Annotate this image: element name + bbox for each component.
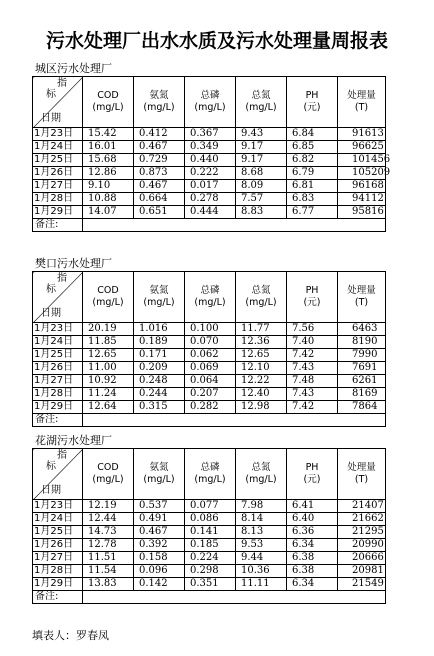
plant-name: 城区污水处理厂 — [35, 62, 112, 75]
water-quality-table — [32, 448, 386, 604]
cell-date: 1月26日 — [33, 362, 83, 375]
cell-ph: 7.56 — [287, 323, 338, 336]
table-row — [33, 539, 386, 552]
cell-volume: 21407 — [338, 500, 386, 513]
header-total-nitrogen — [236, 272, 287, 323]
cell-total-phosphorus: 0.207 — [185, 388, 236, 401]
cell-total-nitrogen: 12.36 — [236, 336, 287, 349]
cell-ammonia: 0.248 — [134, 375, 185, 388]
table-row — [33, 565, 386, 578]
cell-date: 1月29日 — [33, 206, 83, 219]
cell-ph: 6.38 — [287, 565, 338, 578]
header-total-phosphorus — [185, 77, 236, 128]
header-total-nitrogen-unit: (mg/L) — [245, 474, 277, 485]
note-label: 备注: — [33, 414, 83, 427]
cell-ammonia: 0.491 — [134, 513, 185, 526]
cell-ph: 6.84 — [287, 128, 338, 141]
cell-volume: 6261 — [338, 375, 386, 388]
cell-date: 1月23日 — [33, 323, 83, 336]
cell-total-nitrogen: 8.13 — [236, 526, 287, 539]
cell-cod: 14.73 — [83, 526, 134, 539]
table-row — [33, 349, 386, 362]
header-ph — [287, 449, 338, 500]
table-header-row — [33, 449, 386, 500]
cell-volume: 21549 — [338, 578, 386, 591]
header-cod-name: COD — [97, 462, 119, 473]
cell-ammonia: 0.244 — [134, 388, 185, 401]
header-total-phosphorus-unit: (mg/L) — [194, 102, 226, 113]
cell-ph: 6.82 — [287, 154, 338, 167]
cell-ammonia: 0.537 — [134, 500, 185, 513]
cell-ammonia: 0.096 — [134, 565, 185, 578]
cell-total-phosphorus: 0.222 — [185, 167, 236, 180]
header-ammonia — [134, 272, 185, 323]
note-label: 备注: — [33, 219, 83, 232]
header-ammonia — [134, 77, 185, 128]
header-ammonia-name: 氨氮 — [149, 90, 169, 101]
cell-ph: 6.85 — [287, 141, 338, 154]
cell-date: 1月24日 — [33, 513, 83, 526]
cell-cod: 14.07 — [83, 206, 134, 219]
header-ammonia-unit: (mg/L) — [143, 297, 175, 308]
diagonal-header-cell — [33, 272, 83, 323]
header-cod-unit: (mg/L) — [92, 474, 124, 485]
cell-cod: 11.51 — [83, 552, 134, 565]
header-volume-unit: (T) — [354, 297, 369, 308]
note-value — [83, 219, 386, 232]
cell-date: 1月27日 — [33, 180, 83, 193]
cell-total-nitrogen: 8.09 — [236, 180, 287, 193]
cell-cod: 9.10 — [83, 180, 134, 193]
note-value — [83, 414, 386, 427]
diag-label-indicator: 指 — [57, 273, 67, 284]
filler-signature: 填表人：罗春凤 — [32, 629, 109, 642]
header-volume-name: 处理量 — [347, 285, 376, 296]
report-title: 污水处理厂出水水质及污水处理量周报表 — [45, 30, 388, 52]
water-quality-table — [32, 76, 391, 232]
cell-ph: 6.40 — [287, 513, 338, 526]
header-ammonia — [134, 449, 185, 500]
cell-ammonia: 0.392 — [134, 539, 185, 552]
header-ph — [287, 272, 338, 323]
cell-cod: 11.24 — [83, 388, 134, 401]
header-total-nitrogen — [236, 449, 287, 500]
cell-ph: 6.41 — [287, 500, 338, 513]
diag-label-mark: 标 — [46, 284, 56, 295]
cell-total-phosphorus: 0.185 — [185, 539, 236, 552]
cell-total-nitrogen: 11.77 — [236, 323, 287, 336]
header-total-phosphorus-name: 总磷 — [200, 462, 220, 473]
header-volume — [338, 449, 386, 500]
table-header-row — [33, 272, 386, 323]
cell-cod: 12.78 — [83, 539, 134, 552]
cell-total-nitrogen: 7.98 — [236, 500, 287, 513]
cell-ph: 6.81 — [287, 180, 338, 193]
cell-total-nitrogen: 9.17 — [236, 141, 287, 154]
header-total-nitrogen-name: 总氮 — [251, 285, 271, 296]
cell-cod: 12.44 — [83, 513, 134, 526]
table-row — [33, 154, 386, 167]
table-row — [33, 180, 386, 193]
header-total-nitrogen-name: 总氮 — [251, 90, 271, 101]
cell-cod: 11.85 — [83, 336, 134, 349]
cell-ph: 7.42 — [287, 401, 338, 414]
table-row — [33, 500, 386, 513]
header-volume-unit: (T) — [354, 474, 369, 485]
header-total-nitrogen-name: 总氮 — [251, 462, 271, 473]
header-ammonia-unit: (mg/L) — [143, 474, 175, 485]
table-row — [33, 401, 386, 414]
cell-date: 1月26日 — [33, 539, 83, 552]
header-cod-name: COD — [97, 90, 119, 101]
header-ammonia-unit: (mg/L) — [143, 102, 175, 113]
cell-ph: 6.77 — [287, 206, 338, 219]
table-row — [33, 141, 386, 154]
cell-ph: 6.34 — [287, 539, 338, 552]
cell-ph: 7.42 — [287, 349, 338, 362]
cell-volume: 8190 — [338, 336, 386, 349]
cell-date: 1月25日 — [33, 154, 83, 167]
cell-date: 1月24日 — [33, 141, 83, 154]
cell-ammonia: 0.142 — [134, 578, 185, 591]
cell-total-nitrogen: 12.98 — [236, 401, 287, 414]
cell-total-nitrogen: 9.44 — [236, 552, 287, 565]
cell-cod: 10.92 — [83, 375, 134, 388]
cell-total-nitrogen: 12.65 — [236, 349, 287, 362]
cell-total-phosphorus: 0.440 — [185, 154, 236, 167]
cell-ammonia: 0.651 — [134, 206, 185, 219]
note-value — [83, 591, 386, 604]
cell-cod: 16.01 — [83, 141, 134, 154]
cell-date: 1月29日 — [33, 578, 83, 591]
cell-volume: 101456 — [338, 154, 386, 167]
header-cod — [83, 449, 134, 500]
header-volume — [338, 272, 386, 323]
cell-volume: 21662 — [338, 513, 386, 526]
header-total-phosphorus-unit: (mg/L) — [194, 297, 226, 308]
cell-total-nitrogen: 12.10 — [236, 362, 287, 375]
table-row — [33, 375, 386, 388]
cell-total-nitrogen: 12.22 — [236, 375, 287, 388]
header-volume-unit: (T) — [354, 102, 369, 113]
water-quality-table — [32, 271, 386, 427]
cell-total-phosphorus: 0.017 — [185, 180, 236, 193]
header-volume-name: 处理量 — [347, 462, 376, 473]
cell-ammonia: 0.467 — [134, 141, 185, 154]
diagonal-header-cell — [33, 77, 83, 128]
cell-total-nitrogen: 12.40 — [236, 388, 287, 401]
header-total-phosphorus — [185, 449, 236, 500]
diag-label-indicator: 指 — [57, 450, 67, 461]
cell-ammonia: 0.412 — [134, 128, 185, 141]
diag-label-mark: 标 — [46, 461, 56, 472]
cell-total-phosphorus: 0.349 — [185, 141, 236, 154]
cell-total-phosphorus: 0.064 — [185, 375, 236, 388]
cell-ph: 6.38 — [287, 552, 338, 565]
cell-ph: 7.48 — [287, 375, 338, 388]
cell-ph: 7.40 — [287, 336, 338, 349]
table-row — [33, 513, 386, 526]
cell-date: 1月26日 — [33, 167, 83, 180]
cell-cod: 12.86 — [83, 167, 134, 180]
cell-ammonia: 0.209 — [134, 362, 185, 375]
cell-volume: 20990 — [338, 539, 386, 552]
note-row — [33, 219, 386, 232]
header-ammonia-name: 氨氮 — [149, 462, 169, 473]
header-cod — [83, 272, 134, 323]
cell-ammonia: 0.315 — [134, 401, 185, 414]
cell-volume: 8169 — [338, 388, 386, 401]
cell-total-phosphorus: 0.224 — [185, 552, 236, 565]
cell-total-nitrogen: 9.17 — [236, 154, 287, 167]
header-total-nitrogen-unit: (mg/L) — [245, 102, 277, 113]
cell-cod: 12.64 — [83, 401, 134, 414]
header-volume-name: 处理量 — [347, 90, 376, 101]
cell-ammonia: 0.729 — [134, 154, 185, 167]
header-ph-name: PH — [305, 90, 319, 101]
cell-ph: 6.34 — [287, 578, 338, 591]
cell-cod: 11.54 — [83, 565, 134, 578]
header-ph — [287, 77, 338, 128]
header-total-nitrogen-unit: (mg/L) — [245, 297, 277, 308]
cell-date: 1月27日 — [33, 375, 83, 388]
plant-name: 花湖污水处理厂 — [35, 434, 112, 447]
header-ph-unit: (元) — [303, 474, 321, 485]
cell-total-phosphorus: 0.062 — [185, 349, 236, 362]
cell-date: 1月27日 — [33, 552, 83, 565]
header-ph-name: PH — [305, 462, 319, 473]
note-label: 备注: — [33, 591, 83, 604]
cell-cod: 20.19 — [83, 323, 134, 336]
cell-cod: 12.65 — [83, 349, 134, 362]
cell-volume: 7691 — [338, 362, 386, 375]
cell-date: 1月23日 — [33, 128, 83, 141]
plant-name: 樊口污水处理厂 — [35, 257, 112, 270]
cell-cod: 12.19 — [83, 500, 134, 513]
table-row — [33, 388, 386, 401]
cell-volume: 91613 — [338, 128, 386, 141]
cell-ph: 6.36 — [287, 526, 338, 539]
table-row — [33, 128, 386, 141]
diag-label-date: 日期 — [41, 308, 61, 319]
cell-total-phosphorus: 0.086 — [185, 513, 236, 526]
note-row — [33, 414, 386, 427]
header-total-phosphorus-name: 总磷 — [200, 90, 220, 101]
cell-volume: 7990 — [338, 349, 386, 362]
header-total-phosphorus — [185, 272, 236, 323]
cell-total-phosphorus: 0.141 — [185, 526, 236, 539]
cell-ammonia: 0.158 — [134, 552, 185, 565]
cell-ammonia: 1.016 — [134, 323, 185, 336]
note-row — [33, 591, 386, 604]
cell-ammonia: 0.189 — [134, 336, 185, 349]
cell-total-nitrogen: 11.11 — [236, 578, 287, 591]
cell-ph: 7.43 — [287, 362, 338, 375]
cell-total-nitrogen: 7.57 — [236, 193, 287, 206]
cell-volume: 94112 — [338, 193, 386, 206]
cell-total-phosphorus: 0.077 — [185, 500, 236, 513]
header-ph-name: PH — [305, 285, 319, 296]
cell-total-phosphorus: 0.100 — [185, 323, 236, 336]
cell-total-nitrogen: 9.53 — [236, 539, 287, 552]
cell-total-nitrogen: 10.36 — [236, 565, 287, 578]
cell-date: 1月24日 — [33, 336, 83, 349]
cell-date: 1月28日 — [33, 565, 83, 578]
cell-date: 1月28日 — [33, 193, 83, 206]
table-row — [33, 578, 386, 591]
diag-label-mark: 标 — [46, 89, 56, 100]
cell-total-phosphorus: 0.282 — [185, 401, 236, 414]
table-row — [33, 526, 386, 539]
cell-volume: 20981 — [338, 565, 386, 578]
cell-date: 1月25日 — [33, 526, 83, 539]
cell-cod: 15.68 — [83, 154, 134, 167]
cell-cod: 11.00 — [83, 362, 134, 375]
cell-total-phosphorus: 0.351 — [185, 578, 236, 591]
diag-label-indicator: 指 — [57, 78, 67, 89]
header-cod-unit: (mg/L) — [92, 102, 124, 113]
diag-label-date: 日期 — [41, 113, 61, 124]
cell-ammonia: 0.171 — [134, 349, 185, 362]
cell-volume: 95816 — [338, 206, 386, 219]
cell-ammonia: 0.873 — [134, 167, 185, 180]
diag-label-date: 日期 — [41, 485, 61, 496]
header-volume — [338, 77, 386, 128]
cell-ammonia: 0.467 — [134, 180, 185, 193]
cell-ph: 6.83 — [287, 193, 338, 206]
table-row — [33, 323, 386, 336]
table-row — [33, 193, 386, 206]
table-header-row — [33, 77, 386, 128]
table-row — [33, 552, 386, 565]
header-ph-unit: (元) — [303, 297, 321, 308]
header-ammonia-name: 氨氮 — [149, 285, 169, 296]
cell-volume: 6463 — [338, 323, 386, 336]
cell-ammonia: 0.467 — [134, 526, 185, 539]
cell-date: 1月23日 — [33, 500, 83, 513]
cell-volume: 21295 — [338, 526, 386, 539]
cell-total-nitrogen: 8.68 — [236, 167, 287, 180]
cell-date: 1月25日 — [33, 349, 83, 362]
cell-total-nitrogen: 8.83 — [236, 206, 287, 219]
cell-total-phosphorus: 0.444 — [185, 206, 236, 219]
header-cod — [83, 77, 134, 128]
cell-date: 1月28日 — [33, 388, 83, 401]
table-row — [33, 336, 386, 349]
cell-total-phosphorus: 0.070 — [185, 336, 236, 349]
cell-ammonia: 0.664 — [134, 193, 185, 206]
table-row — [33, 167, 386, 180]
cell-ph: 6.79 — [287, 167, 338, 180]
cell-volume: 7864 — [338, 401, 386, 414]
table-row — [33, 206, 386, 219]
header-cod-unit: (mg/L) — [92, 297, 124, 308]
header-ph-unit: (元) — [303, 102, 321, 113]
cell-date: 1月29日 — [33, 401, 83, 414]
cell-total-phosphorus: 0.069 — [185, 362, 236, 375]
diagonal-header-cell — [33, 449, 83, 500]
cell-cod: 10.88 — [83, 193, 134, 206]
header-cod-name: COD — [97, 285, 119, 296]
cell-ph: 7.43 — [287, 388, 338, 401]
cell-volume: 96168 — [338, 180, 386, 193]
cell-total-nitrogen: 8.14 — [236, 513, 287, 526]
cell-total-phosphorus: 0.367 — [185, 128, 236, 141]
cell-volume: 105209 — [338, 167, 386, 180]
cell-total-phosphorus: 0.298 — [185, 565, 236, 578]
cell-cod: 15.42 — [83, 128, 134, 141]
cell-total-phosphorus: 0.278 — [185, 193, 236, 206]
cell-volume: 20666 — [338, 552, 386, 565]
table-row — [33, 362, 386, 375]
header-total-phosphorus-unit: (mg/L) — [194, 474, 226, 485]
header-total-phosphorus-name: 总磷 — [200, 285, 220, 296]
cell-total-nitrogen: 9.43 — [236, 128, 287, 141]
header-total-nitrogen — [236, 77, 287, 128]
cell-cod: 13.83 — [83, 578, 134, 591]
cell-volume: 96625 — [338, 141, 386, 154]
